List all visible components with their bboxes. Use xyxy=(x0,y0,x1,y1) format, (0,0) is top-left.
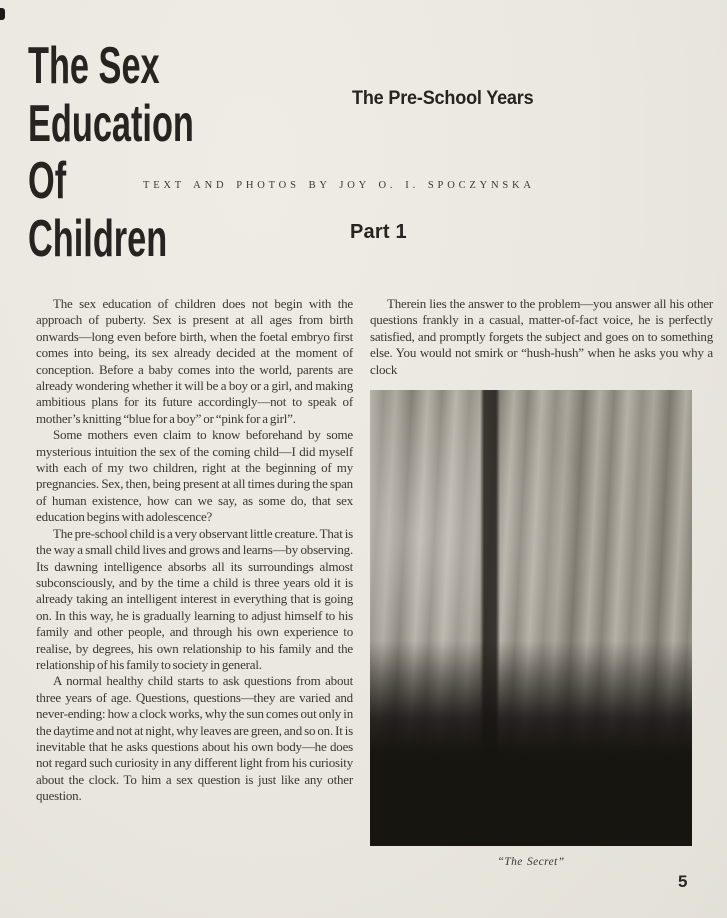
byline: TEXT AND PHOTOS BY JOY O. I. SPOCZYNSKA xyxy=(143,180,535,191)
page-number: 5 xyxy=(678,872,688,891)
paragraph: The sex education of children does not begin with the approach of puberty. Sex is present at all ages from birth onwards—long even before birth, when the foetal embryo first comes into being, its sex already decided at the moment of conception. Before a baby comes into the world, parents are already wondering whether it will be a boy or a girl, and making ambitious plans for its future accordingly—not to speak of mother’s knitting “blue for a boy” or “pink for a girl”. xyxy=(36,296,353,426)
title-line-2: Education xyxy=(28,94,194,153)
article-subtitle: The Pre-School Years xyxy=(352,88,534,109)
photo-caption: “The Secret” xyxy=(497,856,565,869)
paragraph: The pre-school child is a very observant little creature. That is the way a small child lives and grows and learns—by observing. Its dawning intelligence absorbs all its surroundings almost subconsciously, and by the time a child is three years old it is already taking an intelligent interest in everything that is going on. In this way, he is gradually learning to adjust himself to his family and other people, and through his own experience to realise, by degrees, his own relationship to his family and the relationship of his family to society in general. xyxy=(36,525,353,672)
paragraph: Therein lies the answer to the problem—you answer all his other questions frankly in a casual, matter-of-fact voice, he is perfectly satisfied, and promptly forgets the subject and goes on to something else. You would not smirk or “hush-hush” when he asks you why a clock xyxy=(370,296,713,377)
page-title xyxy=(28,38,194,268)
title-line-1: The Sex xyxy=(28,37,160,95)
title-line-4: Children xyxy=(28,209,168,268)
article-photo xyxy=(370,390,692,870)
part-label: Part 1 xyxy=(350,221,407,243)
scan-artifact xyxy=(0,8,5,20)
paragraph: A normal healthy child starts to ask questions from about three years of age. Questions, questions—they are varied and never-ending: how a clock works, why the sun comes out only in the daytime and not at night, why leaves are green, and so on. It is inevitable that he asks questions about his own body—he does not regard such curiosity in any different light from his curiosity about the clock. To him a sex question is just like any other question. xyxy=(36,673,353,804)
right-column xyxy=(370,296,713,870)
left-column xyxy=(36,296,353,805)
paragraph: Some mothers even claim to know beforehand by some mysterious intuition the sex of the coming child—I did myself with each of my two children, right at the beginning of my pregnancies. Sex, then, being present at all times during the span of human existence, how can we say, as some do, that sex education begins with adolescence? xyxy=(36,427,353,525)
title-line-3: Of xyxy=(28,152,67,210)
photo-placeholder xyxy=(370,390,692,846)
